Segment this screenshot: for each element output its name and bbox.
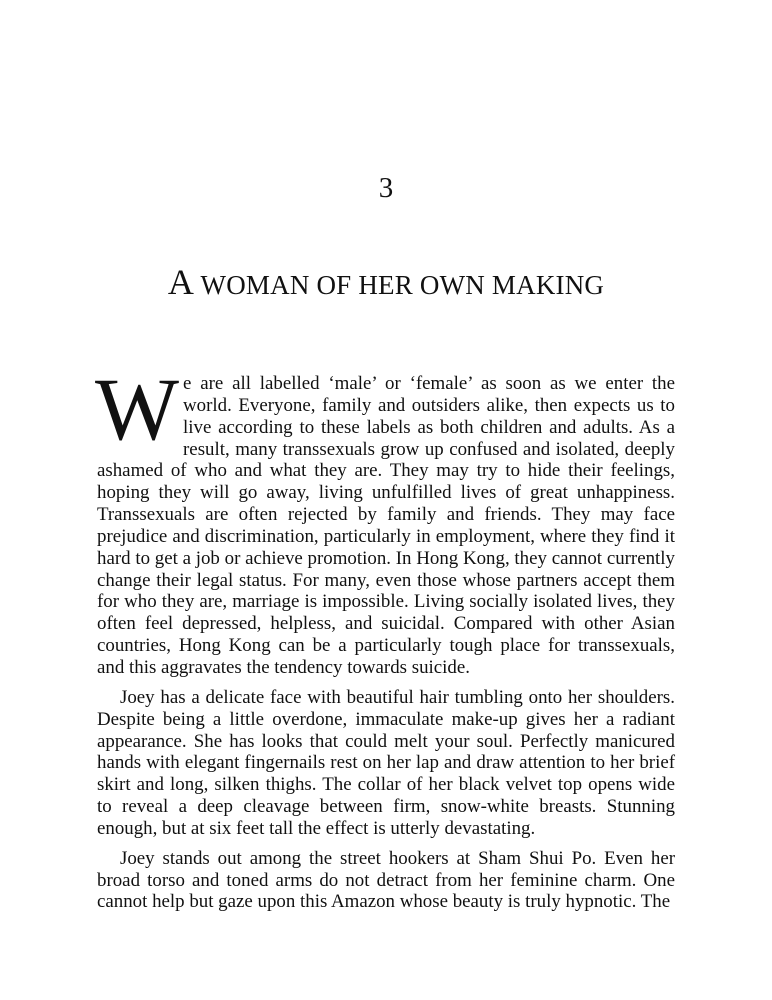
chapter-title <box>0 262 772 305</box>
chapter-title-initial: A <box>167 262 195 302</box>
paragraph-1-text: e are all labelled ‘male’ or ‘female’ as soon as we enter the world. Everyone, family and outsiders alike, then expects us to live according to these labels as both children and adults. As a result, many transsexuals grow up confused and isolated, deeply ashamed of who and what they are. They may try to hide their feelings, hoping they will go away, living unfulfilled lives of great unhappiness. Transsexuals are often rejected by family and friends. They may face prejudice and discrimination, particularly in employment, where they find it hard to get a job or achieve promotion. In Hong Kong, they cannot currently change their legal status. For many, even those whose partners accept them for who they are, marriage is impossible. Living socially isolated lives, they often feel depressed, helpless, and suicidal. Compared with other Asian countries, Hong Kong can be a particularly tough place for transsexuals, and this aggravates the tendency towards suicide. <box>97 373 675 678</box>
chapter-title-rest: WOMAN OF HER OWN MAKING <box>194 270 605 300</box>
paragraph-2: Joey has a delicate face with beautiful hair tumbling onto her shoulders. Despite being a little overdone, immaculate make-up gives her a radiant appearance. She has looks that could melt your soul. Perfectly manicured hands with elegant fingernails rest on her lap and draw attention to her brief skirt and long, silken thighs. The collar of her black velvet top opens wide to reveal a deep cleavage between firm, snow-white breasts. Stunning enough, but at six feet tall the effect is utterly devastating. <box>97 686 675 839</box>
paragraph-3: Joey stands out among the street hookers at Sham Shui Po. Even her broad torso and toned arms do not detract from her feminine charm. One cannot help but gaze upon this Amazon whose beauty is truly hypnotic. The <box>97 847 675 913</box>
chapter-number: 3 <box>378 172 394 204</box>
paragraph-1 <box>95 361 675 679</box>
drop-cap: W <box>95 361 180 459</box>
chapter-body <box>95 361 675 921</box>
